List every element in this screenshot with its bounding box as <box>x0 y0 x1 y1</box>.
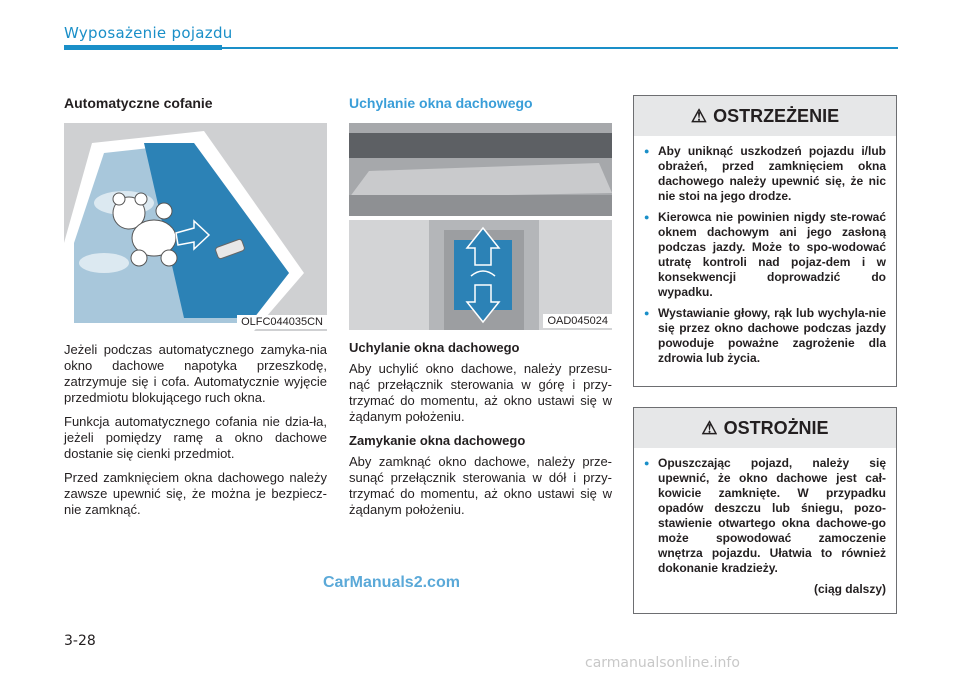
warning-triangle-icon: ⚠ <box>690 105 708 126</box>
page-number: 3-28 <box>64 633 96 649</box>
caution-body <box>644 456 886 597</box>
middle-heading-wrap <box>349 95 612 111</box>
caution-item: ● Opuszczając pojazd, należy się upewnić, że okno dachowe jest cał-kowicie zamknięte. W przypadku opadów deszczu lub śniegu, pozo-stawienie otwartego okna dachowe-go może spowodować zamoczenie wnętrza pojazdu. Ułatwia to również dokonanie kradzieży. <box>644 456 886 576</box>
caution-box <box>633 407 897 614</box>
image-caption: OLFC044035CN <box>237 315 327 329</box>
caution-header <box>634 408 896 448</box>
paragraph: Funkcja automatycznego cofania nie dzia-ła, jeżeli pomiędzy ramę a okno dachowe dostanie się cienki przedmiot. <box>64 414 327 461</box>
paragraph: Aby zamknąć okno dachowe, należy prze-sunąć przełącznik sterowania w dół i przy-trzymać do momentu, aż okno ustawi się w żądanym położeniu. <box>349 454 612 517</box>
subheading-close: Zamykanie okna dachowego <box>349 433 526 448</box>
warning-item: ● Aby uniknąć uszkodzeń pojazdu i/lub obrażeń, przed zamknięciem okna dachowego należy upewnić się, że nic nie stoi na jego drodze. <box>644 144 886 204</box>
left-column <box>64 95 327 111</box>
warning-title: OSTRZEŻENIE <box>713 105 840 126</box>
paragraph: Jeżeli podczas automatycznego zamyka-nia okno dachowe napotyka przeszkodę, zatrzymuje się i cofa. Automatycznie wyjęcie przedmiotu blokującego ruch okna. <box>64 342 327 405</box>
continued-note: (ciąg dalszy) <box>813 582 886 596</box>
left-text <box>64 342 327 526</box>
sunroof-tilt-photo <box>349 123 612 216</box>
warning-item: ● Kierowca nie powinien nigdy ste-rować oknem dachowym ani jego zasłoną podczas jazdy. Może to spo-wodować utratę kontroli nad pojaz-dem i w konsekwencji doprowadzić do wypadku. <box>644 210 886 300</box>
paragraph: Przed zamknięciem okna dachowego należy zawsze upewnić się, że można je bezpiecz-nie zamknąć. <box>64 470 327 517</box>
watermark: carmanualsonline.info <box>585 655 740 671</box>
warning-header <box>634 96 896 136</box>
warning-box <box>633 95 897 387</box>
auto-reverse-illustration <box>64 123 327 331</box>
sunroof-illustration <box>64 123 327 331</box>
paragraph: Aby uchylić okno dachowe, należy przesu-nąć przełącznik sterowania w górę i przy-trzymać do momentu, aż okno ustawi się w żądanym położeniu. <box>349 361 612 424</box>
header-rule <box>64 47 898 49</box>
image-caption: OAD045024 <box>543 314 612 328</box>
middle-heading: Uchylanie okna dachowego <box>349 95 533 111</box>
warning-body <box>644 144 886 372</box>
warning-triangle-icon: ⚠ <box>701 417 718 438</box>
caution-title: OSTROŻNIE <box>723 417 829 438</box>
watermark: CarManuals2.com <box>323 574 460 591</box>
middle-text <box>349 340 612 526</box>
warning-item: ● Wystawianie głowy, rąk lub wychyla-nie się przez okno dachowe podczas jazdy powoduje poważne zagrożenie dla zdrowia lub życia. <box>644 306 886 366</box>
control-switch-photo <box>349 220 612 330</box>
left-heading: Automatyczne cofanie <box>64 95 213 111</box>
subheading-open: Uchylanie okna dachowego <box>349 340 520 355</box>
section-title: Wyposażenie pojazdu <box>64 24 233 42</box>
